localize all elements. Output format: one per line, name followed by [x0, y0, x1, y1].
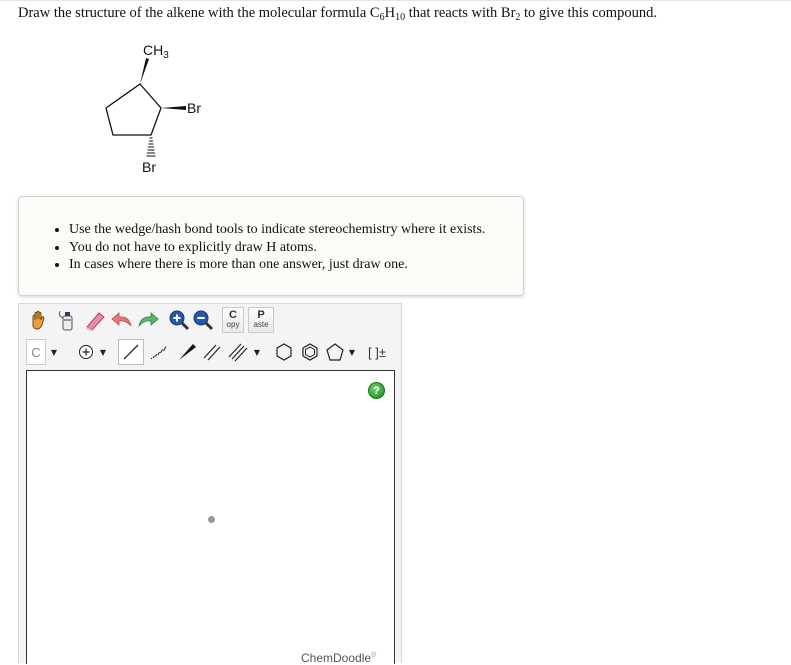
double-bond-icon	[202, 342, 222, 362]
undo-button[interactable]	[110, 307, 134, 333]
br-right-label: Br	[187, 100, 201, 116]
top-divider	[0, 0, 791, 1]
hand-tool-button[interactable]	[26, 307, 52, 333]
bond-dropdown[interactable]: ▼	[253, 347, 261, 357]
drawing-canvas[interactable]	[26, 370, 395, 664]
instruction-item: • You do not have to explicitly draw H atoms.	[69, 239, 485, 257]
hash-bond-br-bottom	[147, 138, 156, 156]
chemdoodle-sketcher	[18, 303, 402, 663]
wedge-bond-br-right	[161, 106, 186, 110]
toolbar-row-1	[24, 307, 396, 335]
paste-button[interactable]: P aste	[248, 307, 274, 333]
help-button[interactable]: ?	[368, 382, 385, 399]
benzene-button[interactable]	[298, 339, 322, 365]
undo-icon	[111, 310, 133, 330]
element-button[interactable]: C	[26, 339, 46, 365]
lasso-icon	[56, 308, 78, 332]
redo-icon	[137, 310, 159, 330]
double-bond-button[interactable]	[200, 339, 224, 365]
methyl-label: $CH_3$	[143, 42, 169, 61]
cyclohexane-button[interactable]	[272, 339, 296, 365]
br-bottom-label: Br	[142, 159, 156, 175]
redo-button[interactable]	[136, 307, 160, 333]
instructions-box	[18, 196, 524, 296]
charge-plus-button[interactable]	[76, 339, 96, 365]
lasso-tool-button[interactable]	[54, 307, 80, 333]
copy-button[interactable]: C opy	[222, 307, 244, 333]
zoom-out-icon	[192, 309, 214, 331]
element-dropdown[interactable]: ▼	[50, 347, 58, 357]
hand-icon	[28, 309, 50, 331]
zoom-out-button[interactable]	[192, 307, 214, 333]
instruction-item: • In cases where there is more than one answer, just draw one.	[69, 256, 485, 274]
single-bond-button[interactable]	[118, 339, 144, 365]
cyclopentane-button[interactable]	[324, 339, 346, 365]
wedge-bond-button[interactable]	[174, 339, 200, 365]
cyclopentane-icon	[325, 342, 345, 362]
triple-bond-icon	[228, 342, 248, 362]
canvas-center-dot	[208, 516, 215, 523]
toolbar-row-2	[24, 339, 396, 367]
zoom-in-button[interactable]	[168, 307, 190, 333]
brackets-charge-button[interactable]: [ ]±	[368, 344, 386, 360]
wedge-bond-methyl	[140, 58, 149, 84]
cyclopentane-ring	[106, 84, 161, 135]
cyclohexane-icon	[274, 342, 294, 362]
wedge-bond-icon	[177, 342, 197, 362]
hash-bond-icon	[148, 342, 170, 362]
charge-dropdown[interactable]: ▼	[99, 347, 107, 357]
charge-plus-icon	[78, 344, 94, 360]
eraser-tool-button[interactable]	[82, 307, 108, 333]
instruction-item: • Use the wedge/hash bond tools to indicate stereochemistry where it exists.	[69, 221, 485, 239]
molecule-structure	[90, 38, 230, 178]
question-text: Draw the structure of the alkene with the molecular formula $C_6H_{10}$ that reacts with $Br_2$ to give this compound.	[18, 5, 657, 23]
triple-bond-button[interactable]	[226, 339, 250, 365]
zoom-in-icon	[168, 309, 190, 331]
ring-dropdown[interactable]: ▼	[348, 347, 356, 357]
single-bond-icon	[121, 342, 141, 362]
hash-bond-button[interactable]	[146, 339, 172, 365]
instructions-list	[19, 221, 485, 274]
chemdoodle-brand: ChemDoodle®	[301, 651, 377, 665]
benzene-icon	[300, 342, 320, 362]
eraser-icon	[83, 309, 107, 331]
